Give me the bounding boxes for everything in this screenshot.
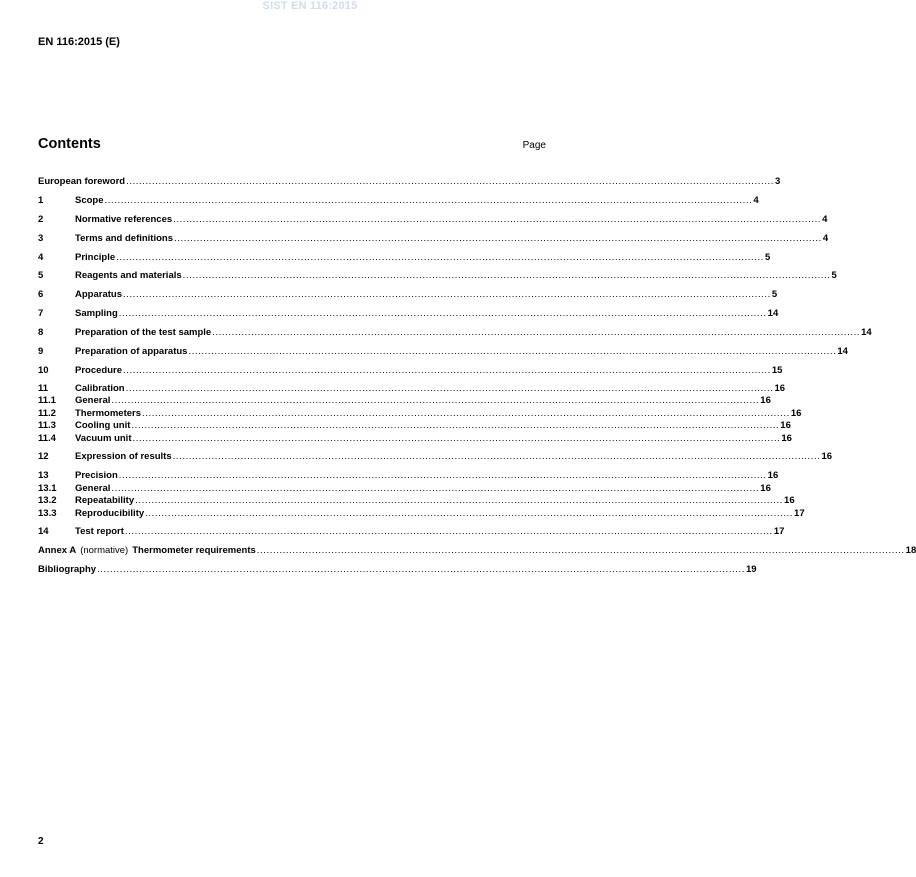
- toc-entry-label: Principle: [75, 252, 116, 263]
- contents-title: Contents: [38, 136, 101, 152]
- toc-entry-page: 4: [822, 214, 828, 225]
- dot-leader: ........................................................................................................................................................................................................: [118, 308, 767, 319]
- dot-leader: ........................................................................................................................................................................................................: [122, 289, 771, 300]
- toc-entry-label: Repeatability: [75, 495, 135, 506]
- toc-entry-label: Scope: [75, 195, 104, 206]
- toc-entry-page: 16: [767, 470, 779, 481]
- toc-entry-label: European foreword: [38, 176, 126, 187]
- toc-entry-page: 4: [822, 233, 829, 244]
- toc-entry-label: Precision: [75, 470, 118, 481]
- toc-entry-page: 16: [821, 451, 833, 462]
- toc-entry[interactable]: [38, 433, 792, 445]
- dot-leader: ........................................................................................................................................................................................................: [142, 408, 790, 419]
- toc-entry-number: 5: [38, 270, 44, 281]
- toc-entry-number: 13.2: [38, 495, 57, 506]
- dot-leader: ........................................................................................................................................................................................................: [174, 233, 822, 244]
- toc-entry[interactable]: [38, 483, 771, 495]
- toc-entry-page: 16: [781, 433, 792, 444]
- toc-entry[interactable]: [38, 365, 783, 377]
- toc-entry-page: 14: [861, 327, 872, 338]
- dot-leader: ........................................................................................................................................................................................................: [126, 176, 774, 187]
- dot-leader: ........................................................................................................................................................................................................: [97, 564, 745, 575]
- dot-leader: ........................................................................................................................................................................................................: [131, 420, 780, 431]
- toc-entry[interactable]: [38, 327, 872, 339]
- toc-entry-number: 11.1: [38, 395, 56, 406]
- toc-entry-number: 13.1: [38, 483, 57, 494]
- dot-leader: ........................................................................................................................................................................................................: [135, 495, 784, 506]
- toc-entry-label: Reagents and materials: [75, 270, 182, 281]
- toc-entry[interactable]: [38, 289, 778, 301]
- dot-leader: ........................................................................................................................................................................................................: [256, 545, 905, 556]
- toc-entry[interactable]: [38, 176, 781, 188]
- toc-entry-label: General: [75, 395, 111, 406]
- toc-entry-page: 17: [773, 526, 785, 537]
- toc-entry-number: 1: [38, 195, 44, 206]
- toc-entry-label: Normative references: [75, 214, 173, 225]
- toc-entry-number: 13: [38, 470, 49, 481]
- toc-entry-label: Apparatus: [75, 289, 122, 300]
- dot-leader: ........................................................................................................................................................................................................: [172, 451, 821, 462]
- toc-entry[interactable]: [38, 451, 833, 463]
- dot-leader: ........................................................................................................................................................................................................: [111, 395, 760, 406]
- annex-prefix: Annex A: [38, 545, 77, 556]
- toc-entry-page: 16: [760, 483, 771, 494]
- toc-entry[interactable]: [38, 495, 795, 507]
- toc-entry-page: 4: [753, 195, 759, 206]
- toc-entry-number: 13.3: [38, 508, 57, 519]
- toc-entry-number: 10: [38, 365, 49, 376]
- toc-entry-label: Thermometers: [75, 408, 141, 419]
- dot-leader: ........................................................................................................................................................................................................: [145, 508, 794, 519]
- toc-entry[interactable]: [38, 395, 771, 407]
- watermark: SIST EN 116:2015: [262, 0, 358, 12]
- page-column-label: Page: [522, 140, 546, 151]
- annex-page: 18: [905, 545, 916, 556]
- toc-entry[interactable]: [38, 252, 771, 264]
- toc-entry-page: 3: [774, 176, 781, 187]
- toc-entry-page: 16: [790, 408, 802, 419]
- toc-entry-number: 3: [38, 233, 44, 244]
- toc-entry-number: 2: [38, 214, 44, 225]
- toc-entry-page: 16: [780, 420, 791, 431]
- dot-leader: ........................................................................................................................................................................................................: [132, 433, 781, 444]
- toc-entry[interactable]: [38, 233, 829, 245]
- toc-entry-label: Test report: [75, 526, 124, 537]
- toc-entry-number: 8: [38, 327, 44, 338]
- toc-entry-number: 4: [38, 252, 44, 263]
- toc-entry-number: 7: [38, 308, 44, 319]
- toc-entry-number: 11: [38, 383, 49, 394]
- toc-entry-label: General: [75, 483, 111, 494]
- toc-entry-label: Expression of results: [75, 451, 172, 462]
- document-id: EN 116:2015 (E): [38, 36, 120, 48]
- toc-entry-page: 17: [794, 508, 805, 519]
- toc-entry-page: 5: [771, 289, 778, 300]
- toc-entry[interactable]: [38, 308, 779, 320]
- toc-entry-page: 14: [837, 346, 848, 357]
- dot-leader: ........................................................................................................................................................................................................: [182, 270, 831, 281]
- dot-leader: ........................................................................................................................................................................................................: [188, 346, 837, 357]
- toc-entry-label: Preparation of apparatus: [75, 346, 188, 357]
- toc-entry-page: 16: [784, 495, 795, 506]
- dot-leader: ........................................................................................................................................................................................................: [116, 252, 765, 263]
- dot-leader: ........................................................................................................................................................................................................: [111, 483, 760, 494]
- dot-leader: ........................................................................................................................................................................................................: [173, 214, 822, 225]
- annex-qualifier: (normative): [80, 545, 129, 556]
- toc-entry-label: Vacuum unit: [75, 433, 132, 444]
- toc-entry-bibliography[interactable]: [38, 564, 757, 576]
- toc-entry[interactable]: [38, 470, 779, 482]
- toc-entry-label: Cooling unit: [75, 420, 131, 431]
- bibliography-page: 19: [745, 564, 757, 575]
- dot-leader: ........................................................................................................................................................................................................: [124, 526, 773, 537]
- toc-entry[interactable]: [38, 346, 848, 358]
- dot-leader: ........................................................................................................................................................................................................: [125, 383, 774, 394]
- toc-entry-label: Sampling: [75, 308, 118, 319]
- toc-entry-annex-a[interactable]: [38, 545, 916, 557]
- toc-entry-label: Terms and definitions: [75, 233, 174, 244]
- toc-entry-number: 11.4: [38, 433, 56, 444]
- toc-entry-page: 15: [771, 365, 783, 376]
- dot-leader: ........................................................................................................................................................................................................: [123, 365, 771, 376]
- toc-entry-label: Preparation of the test sample: [75, 327, 212, 338]
- toc-entry[interactable]: [38, 526, 785, 538]
- page-number: 2: [38, 836, 44, 847]
- toc-entry-label: Procedure: [75, 365, 122, 376]
- toc-entry-label: Calibration: [75, 383, 125, 394]
- dot-leader: ........................................................................................................................................................................................................: [212, 327, 861, 338]
- toc-entry[interactable]: [38, 270, 837, 282]
- dot-leader: ........................................................................................................................................................................................................: [104, 195, 753, 206]
- toc-entry-page: 5: [765, 252, 771, 263]
- toc-entry[interactable]: [38, 508, 805, 520]
- dot-leader: ........................................................................................................................................................................................................: [118, 470, 767, 481]
- bibliography-label: Bibliography: [38, 564, 97, 575]
- toc-entry-number: 6: [38, 289, 44, 300]
- toc-entry-page: 14: [767, 308, 779, 319]
- toc-entry[interactable]: [38, 420, 791, 432]
- toc-entry[interactable]: [38, 195, 759, 207]
- toc-entry-page: 5: [831, 270, 837, 281]
- toc-entry-number: 11.3: [38, 420, 56, 431]
- toc-entry-number: 9: [38, 346, 44, 357]
- toc-entry[interactable]: [38, 214, 828, 226]
- toc-entry-page: 16: [760, 395, 771, 406]
- toc-entry[interactable]: [38, 408, 802, 420]
- toc-entry-label: Reproducibility: [75, 508, 145, 519]
- toc-entry-number: 11.2: [38, 408, 56, 419]
- annex-title: Thermometer requirements: [132, 545, 256, 556]
- toc-entry-number: 12: [38, 451, 49, 462]
- toc-entry-page: 16: [774, 383, 786, 394]
- toc-entry-number: 14: [38, 526, 49, 537]
- toc-entry[interactable]: [38, 383, 786, 395]
